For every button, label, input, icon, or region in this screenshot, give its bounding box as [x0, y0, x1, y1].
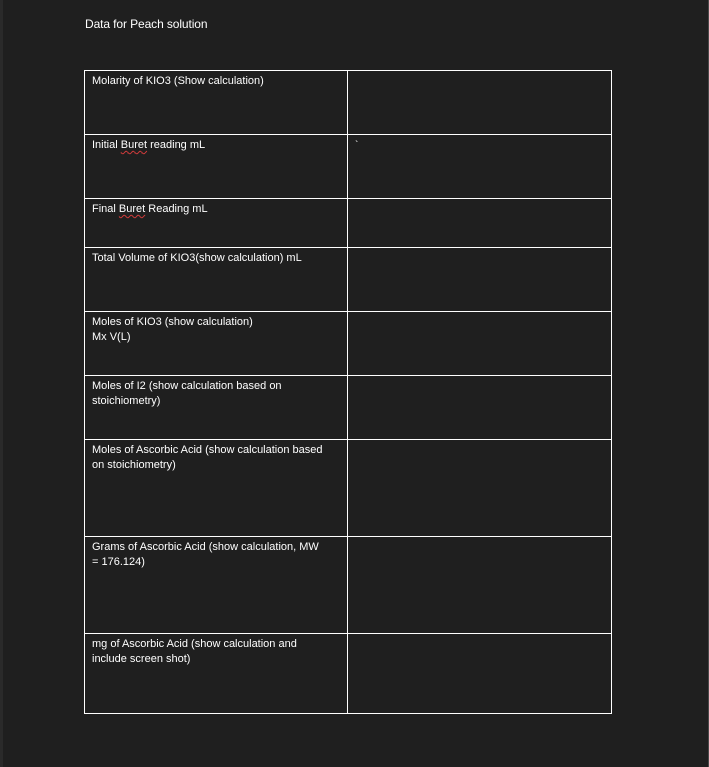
row-value-final-buret[interactable]	[348, 199, 612, 248]
label-line: Total Volume of KIO3(show calculation) mL	[92, 252, 302, 264]
row-value-moles-kio3[interactable]	[348, 312, 612, 376]
label-suffix: Reading mL	[145, 203, 208, 215]
table-row	[85, 135, 612, 199]
label-line: = 176.124)	[92, 556, 145, 568]
label-line: Molarity of KIO3 (Show calculation)	[92, 75, 264, 87]
label-line: stoichiometry)	[92, 395, 161, 407]
row-label-molarity-kio3[interactable]	[85, 71, 348, 135]
row-label-mg-ascorbic-acid[interactable]	[85, 634, 348, 714]
table-row	[85, 440, 612, 537]
spelling-flagged-word: Buret	[118, 203, 146, 215]
row-label-initial-buret[interactable]	[85, 135, 348, 199]
document-title: Data for Peach solution	[85, 17, 208, 31]
label-line: Mx V(L)	[92, 331, 131, 343]
row-label-moles-i2[interactable]	[85, 376, 348, 440]
table-row	[85, 71, 612, 135]
table-row	[85, 634, 612, 714]
table-row	[85, 248, 612, 312]
row-value-initial-buret[interactable]	[348, 135, 612, 199]
row-label-moles-ascorbic-acid[interactable]	[85, 440, 348, 537]
label-prefix: Final	[92, 203, 119, 215]
row-value-mg-ascorbic-acid[interactable]	[348, 634, 612, 714]
label-prefix: Initial	[92, 139, 121, 151]
page-left-edge	[0, 0, 3, 767]
row-label-final-buret[interactable]	[85, 199, 348, 248]
row-label-total-volume[interactable]	[85, 248, 348, 312]
stray-backtick-text: `	[355, 140, 359, 151]
row-value-moles-i2[interactable]	[348, 376, 612, 440]
spelling-flagged-word: Buret	[120, 139, 148, 151]
label-line: include screen shot)	[92, 653, 191, 665]
table-row	[85, 199, 612, 248]
label-line	[92, 202, 340, 217]
row-value-grams-ascorbic-acid[interactable]	[348, 537, 612, 634]
row-value-total-volume[interactable]	[348, 248, 612, 312]
label-suffix: reading mL	[147, 139, 206, 151]
label-line: mg of Ascorbic Acid (show calculation and	[92, 638, 297, 650]
data-table	[84, 70, 612, 714]
label-line: Moles of KIO3 (show calculation)	[92, 316, 253, 328]
row-value-molarity-kio3[interactable]	[348, 71, 612, 135]
table-row	[85, 537, 612, 634]
table-row	[85, 312, 612, 376]
label-line	[92, 138, 340, 153]
row-label-grams-ascorbic-acid[interactable]	[85, 537, 348, 634]
row-value-moles-ascorbic-acid[interactable]	[348, 440, 612, 537]
label-line: Grams of Ascorbic Acid (show calculation, MW	[92, 541, 319, 553]
label-line: Moles of Ascorbic Acid (show calculation based	[92, 444, 323, 456]
label-line: on stoichiometry)	[92, 459, 176, 471]
table-row	[85, 376, 612, 440]
label-line: Moles of I2 (show calculation based on	[92, 380, 282, 392]
row-label-moles-kio3[interactable]	[85, 312, 348, 376]
